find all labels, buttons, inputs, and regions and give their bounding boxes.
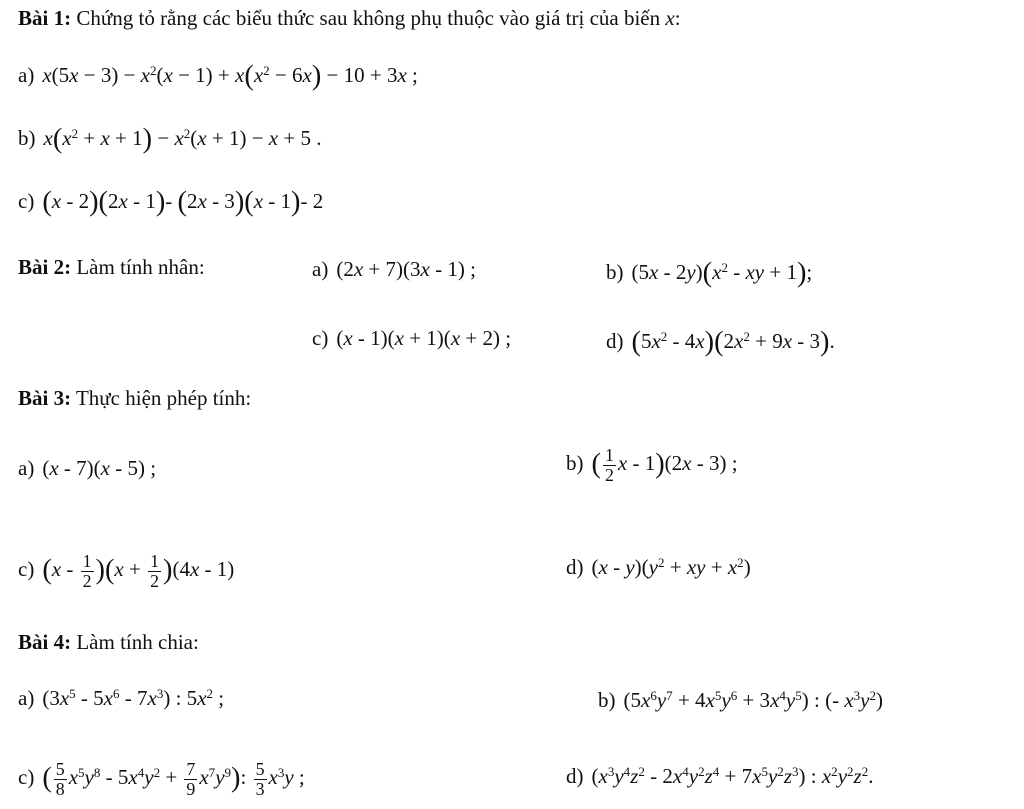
exercise-3b-label: b)	[566, 451, 584, 476]
exercise-2d-label: d)	[606, 328, 624, 353]
exercise-1b-label: b)	[18, 125, 36, 150]
exercise-2c	[312, 326, 511, 351]
exercise-1b	[18, 125, 321, 153]
exercise-1a-expression: $x(5x - 3) - x^2(x - 1) + x(x^2 - 6x) - 10 + 3x$ ;	[42, 60, 418, 91]
exercise-4c	[18, 760, 305, 798]
exercise-1-colon: :	[674, 6, 681, 30]
exercise-3-title	[18, 388, 251, 409]
exercise-1-instruction: Chứng tỏ rằng các biểu thức sau không phụ thuộc vào giá trị của biến	[76, 6, 661, 30]
exercise-2c-label: c)	[312, 326, 329, 350]
exercise-3a-label: a)	[18, 456, 35, 480]
exercise-2-heading: Bài 2:	[18, 255, 72, 279]
exercise-2b-expression: $(5x - 2y)(x^2$ - xy + 1);	[631, 257, 813, 288]
exercise-2-instruction: Làm tính nhân:	[76, 255, 205, 279]
exercise-3a	[18, 458, 156, 479]
exercise-2a-label: a)	[312, 257, 329, 281]
exercise-1a-label: a)	[18, 62, 35, 87]
exercise-1-title	[18, 8, 681, 29]
exercise-3c-label: c)	[18, 557, 35, 582]
exercise-4d-label: d)	[566, 764, 584, 788]
exercise-3b	[566, 446, 738, 484]
exercise-4b-label: b)	[598, 688, 616, 712]
exercise-4a	[18, 685, 225, 710]
exercise-3d	[566, 555, 751, 580]
exercise-4a-label: a)	[18, 686, 35, 710]
exercise-1-variable: x	[665, 6, 675, 30]
exercise-1c	[18, 188, 323, 216]
exercise-3d-label: d)	[566, 555, 584, 579]
exercise-4-instruction: Làm tính chia:	[76, 630, 199, 654]
exercise-1b-expression: $x(x^2 + x + 1) - x^2(x + 1) - x + 5$ .	[43, 123, 322, 154]
exercise-3c-expression: (x - $\frac{1}{2}$ )(x + $\frac{1}{2}$ )(4x - 1)	[42, 551, 235, 591]
exercise-2d	[606, 326, 835, 358]
exercise-1a	[18, 62, 418, 90]
exercise-4d	[566, 764, 873, 789]
exercise-4a-expression: $(3x^5 - 5x^6 - 7x^3)$ : $5x^2$ ;	[42, 685, 225, 710]
exercise-2b	[606, 257, 812, 289]
exercise-2c-expression: (x - 1)(x + 1)(x + 2) ;	[336, 326, 512, 350]
exercise-4c-expression: ( $\frac{5}{8}$ $x^5y^8 - 5x^4y^2$ + $\frac{7}{9}$ $x^7y^9$): $\frac{5}{3}$ $x^3y$ ;	[42, 759, 305, 799]
exercise-4d-expression: $(x^3y^4z^2 - 2x^4y^2z^4 + 7x^5y^2z^3)$ : $x^2y^2z^2$.	[591, 763, 874, 788]
exercise-1c-label: c)	[18, 188, 35, 213]
exercise-3a-expression: (x - 7)(x - 5) ;	[42, 456, 157, 480]
exercise-4b	[598, 688, 883, 713]
exercise-2a	[312, 257, 476, 282]
exercise-1c-expression: (x - 2)(2x - 1)- (2x - 3)(x - 1)- 2	[42, 186, 324, 217]
exercise-2d-expression: $(5x^2 - 4x)(2x^2 + 9x - 3)$.	[631, 326, 835, 357]
exercise-3d-expression: $(x - y)(y^2$ + xy + $x^2$)	[591, 554, 751, 579]
exercise-3c	[18, 552, 234, 590]
exercise-4b-expression: $(5x^6y^7 + 4x^5y^6 + 3x^4y^5)$ : (- $x^3y^2$)	[623, 687, 884, 712]
exercise-4c-label: c)	[18, 765, 35, 790]
exercise-3-instruction: Thực hiện phép tính:	[75, 386, 252, 410]
exercise-4-title	[18, 632, 199, 653]
exercise-3-heading: Bài 3:	[18, 386, 72, 410]
exercise-1-heading: Bài 1:	[18, 6, 72, 30]
exercise-2a-expression: (2x + 7)(3x - 1) ;	[336, 257, 476, 281]
exercise-2-title	[18, 257, 205, 278]
exercise-3b-expression: ( $\frac{1}{2}$ x - 1)(2x - 3) ;	[591, 445, 738, 485]
exercise-2b-label: b)	[606, 259, 624, 284]
exercise-4-heading: Bài 4:	[18, 630, 72, 654]
